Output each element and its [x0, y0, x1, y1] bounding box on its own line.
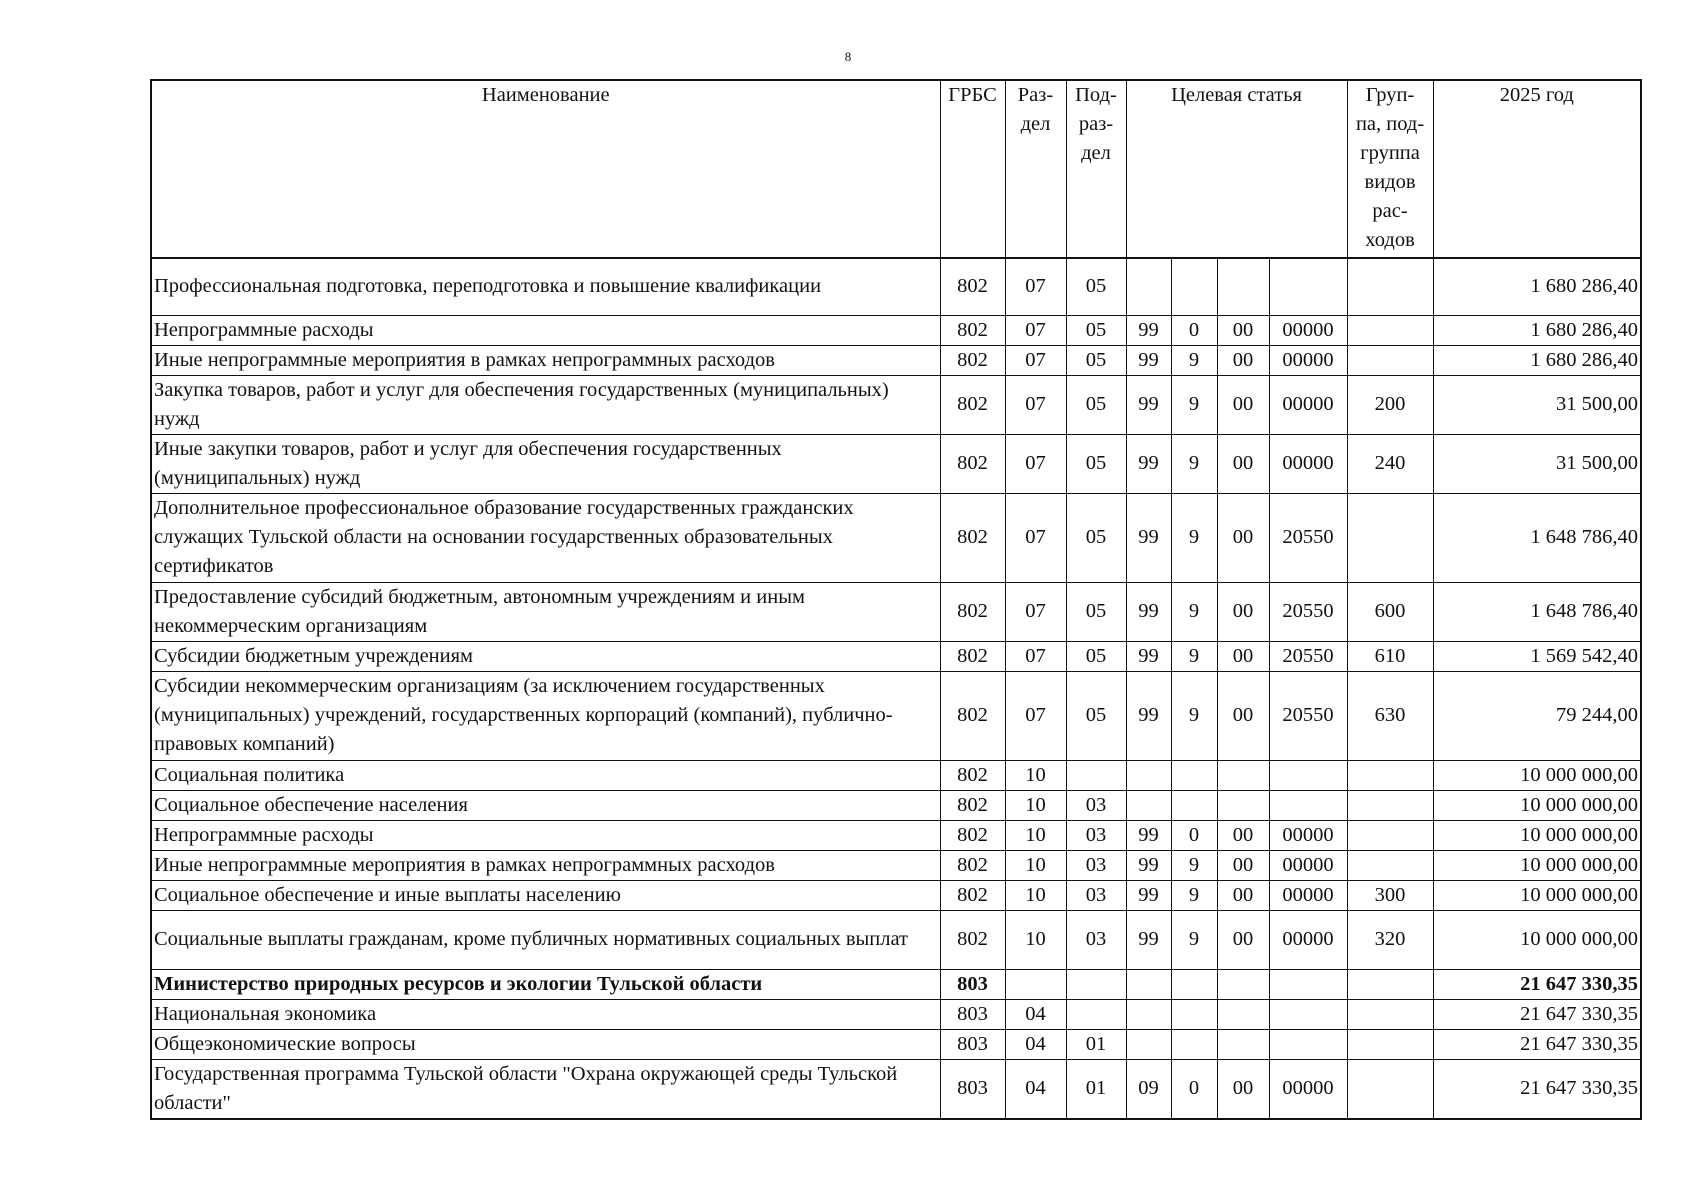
row-expense-group — [1347, 493, 1433, 582]
row-target-program — [1126, 969, 1171, 999]
row-podrazdel: 05 — [1066, 345, 1126, 375]
header-podrazdel: Под- раз- дел — [1066, 80, 1126, 258]
row-target-program: 99 — [1126, 375, 1171, 434]
row-name: Государственная программа Тульской области "Охрана окружающей среды Тульской области" — [151, 1059, 940, 1119]
row-name: Социальные выплаты гражданам, кроме публичных нормативных социальных выплат — [151, 910, 940, 969]
table-row — [151, 375, 1641, 434]
table-row — [151, 671, 1641, 760]
row-grbs: 802 — [940, 582, 1005, 641]
row-target-direction: 00000 — [1269, 910, 1347, 969]
row-amount: 21 647 330,35 — [1433, 1059, 1641, 1119]
row-target-main-event — [1217, 1029, 1269, 1059]
row-target-direction — [1269, 790, 1347, 820]
row-podrazdel: 05 — [1066, 641, 1126, 671]
row-podrazdel: 03 — [1066, 850, 1126, 880]
row-target-direction: 00000 — [1269, 434, 1347, 493]
row-expense-group — [1347, 1029, 1433, 1059]
row-target-subprogram: 9 — [1171, 582, 1217, 641]
row-grbs: 803 — [940, 1059, 1005, 1119]
row-expense-group — [1347, 315, 1433, 345]
row-grbs: 802 — [940, 375, 1005, 434]
row-expense-group — [1347, 790, 1433, 820]
header-grbs: ГРБС — [940, 80, 1005, 258]
row-name: Непрограммные расходы — [151, 315, 940, 345]
row-target-direction: 00000 — [1269, 315, 1347, 345]
row-podrazdel: 05 — [1066, 493, 1126, 582]
row-target-main-event: 00 — [1217, 850, 1269, 880]
row-target-subprogram: 9 — [1171, 641, 1217, 671]
row-podrazdel — [1066, 969, 1126, 999]
row-target-subprogram: 9 — [1171, 434, 1217, 493]
row-expense-group: 300 — [1347, 880, 1433, 910]
row-target-subprogram — [1171, 1029, 1217, 1059]
row-target-subprogram — [1171, 999, 1217, 1029]
row-target-subprogram: 0 — [1171, 315, 1217, 345]
row-grbs: 802 — [940, 790, 1005, 820]
row-expense-group: 600 — [1347, 582, 1433, 641]
row-target-program: 99 — [1126, 493, 1171, 582]
row-podrazdel: 01 — [1066, 1029, 1126, 1059]
row-grbs: 803 — [940, 1029, 1005, 1059]
row-target-main-event: 00 — [1217, 641, 1269, 671]
row-target-direction — [1269, 999, 1347, 1029]
row-target-main-event: 00 — [1217, 582, 1269, 641]
table-row — [151, 910, 1641, 969]
row-target-direction: 00000 — [1269, 1059, 1347, 1119]
table-row — [151, 880, 1641, 910]
row-razdel: 07 — [1005, 493, 1066, 582]
row-podrazdel: 05 — [1066, 258, 1126, 315]
row-target-main-event: 00 — [1217, 1059, 1269, 1119]
row-name: Иные непрограммные мероприятия в рамках непрограммных расходов — [151, 345, 940, 375]
row-target-main-event — [1217, 760, 1269, 790]
row-target-program — [1126, 258, 1171, 315]
row-grbs: 802 — [940, 493, 1005, 582]
row-expense-group — [1347, 820, 1433, 850]
row-grbs: 803 — [940, 969, 1005, 999]
row-razdel: 10 — [1005, 760, 1066, 790]
row-target-direction: 00000 — [1269, 345, 1347, 375]
row-podrazdel: 05 — [1066, 434, 1126, 493]
row-target-direction: 20550 — [1269, 493, 1347, 582]
row-razdel: 07 — [1005, 375, 1066, 434]
row-grbs: 802 — [940, 258, 1005, 315]
row-target-program — [1126, 760, 1171, 790]
row-target-main-event: 00 — [1217, 880, 1269, 910]
row-amount: 31 500,00 — [1433, 434, 1641, 493]
row-expense-group — [1347, 760, 1433, 790]
row-target-main-event: 00 — [1217, 671, 1269, 760]
row-amount: 1 648 786,40 — [1433, 582, 1641, 641]
row-target-subprogram: 9 — [1171, 375, 1217, 434]
row-expense-group — [1347, 345, 1433, 375]
row-amount: 21 647 330,35 — [1433, 999, 1641, 1029]
row-name: Профессиональная подготовка, переподготовка и повышение квалификации — [151, 258, 940, 315]
row-razdel: 07 — [1005, 582, 1066, 641]
row-target-main-event — [1217, 258, 1269, 315]
row-razdel: 07 — [1005, 434, 1066, 493]
row-expense-group: 630 — [1347, 671, 1433, 760]
row-target-main-event — [1217, 969, 1269, 999]
row-target-main-event: 00 — [1217, 493, 1269, 582]
row-target-subprogram — [1171, 760, 1217, 790]
row-target-program — [1126, 999, 1171, 1029]
row-podrazdel: 03 — [1066, 910, 1126, 969]
row-razdel — [1005, 969, 1066, 999]
row-podrazdel: 05 — [1066, 315, 1126, 345]
row-podrazdel: 03 — [1066, 790, 1126, 820]
row-target-main-event: 00 — [1217, 434, 1269, 493]
row-name: Субсидии некоммерческим организациям (за исключением государственных (муниципальных) учреждений, государственных корпораций (компаний), публично-правовых компаний) — [151, 671, 940, 760]
row-grbs: 802 — [940, 345, 1005, 375]
table-row — [151, 641, 1641, 671]
row-target-direction: 00000 — [1269, 850, 1347, 880]
row-target-program — [1126, 790, 1171, 820]
row-target-direction: 20550 — [1269, 641, 1347, 671]
row-grbs: 802 — [940, 641, 1005, 671]
row-razdel: 04 — [1005, 1059, 1066, 1119]
row-target-subprogram: 9 — [1171, 345, 1217, 375]
row-amount: 10 000 000,00 — [1433, 820, 1641, 850]
row-razdel: 07 — [1005, 345, 1066, 375]
row-target-program: 99 — [1126, 641, 1171, 671]
row-target-direction: 20550 — [1269, 582, 1347, 641]
table-body — [151, 258, 1641, 1119]
row-target-program: 09 — [1126, 1059, 1171, 1119]
row-target-main-event — [1217, 999, 1269, 1029]
row-name: Общеэкономические вопросы — [151, 1029, 940, 1059]
row-expense-group — [1347, 850, 1433, 880]
row-name: Министерство природных ресурсов и экологии Тульской области — [151, 969, 940, 999]
row-grbs: 802 — [940, 910, 1005, 969]
page-number: 8 — [844, 49, 852, 64]
row-target-direction — [1269, 969, 1347, 999]
row-amount: 10 000 000,00 — [1433, 790, 1641, 820]
row-amount: 1 680 286,40 — [1433, 315, 1641, 345]
row-target-program: 99 — [1126, 434, 1171, 493]
header-name: Наименование — [151, 80, 940, 258]
row-target-direction — [1269, 258, 1347, 315]
row-podrazdel — [1066, 999, 1126, 1029]
row-target-direction — [1269, 760, 1347, 790]
row-grbs: 802 — [940, 820, 1005, 850]
header-group: Груп- па, под- группа видов рас- ходов — [1347, 80, 1433, 258]
row-target-subprogram: 9 — [1171, 671, 1217, 760]
header-year: 2025 год — [1433, 80, 1641, 258]
table-row — [151, 820, 1641, 850]
row-razdel: 10 — [1005, 880, 1066, 910]
row-target-main-event: 00 — [1217, 910, 1269, 969]
row-razdel: 10 — [1005, 910, 1066, 969]
row-name: Иные непрограммные мероприятия в рамках непрограммных расходов — [151, 850, 940, 880]
row-amount: 1 569 542,40 — [1433, 641, 1641, 671]
row-amount: 10 000 000,00 — [1433, 910, 1641, 969]
row-razdel: 04 — [1005, 1029, 1066, 1059]
row-target-direction: 00000 — [1269, 880, 1347, 910]
row-amount: 10 000 000,00 — [1433, 850, 1641, 880]
table-row — [151, 493, 1641, 582]
row-amount: 1 680 286,40 — [1433, 345, 1641, 375]
row-name: Иные закупки товаров, работ и услуг для обеспечения государственных (муниципальных) нужд — [151, 434, 940, 493]
table-row — [151, 434, 1641, 493]
row-podrazdel: 03 — [1066, 820, 1126, 850]
table-row — [151, 582, 1641, 641]
row-target-subprogram: 9 — [1171, 910, 1217, 969]
row-target-subprogram: 9 — [1171, 880, 1217, 910]
row-grbs: 802 — [940, 850, 1005, 880]
row-grbs: 803 — [940, 999, 1005, 1029]
row-name: Предоставление субсидий бюджетным, автономным учреждениям и иным некоммерческим организациям — [151, 582, 940, 641]
row-target-program: 99 — [1126, 820, 1171, 850]
row-razdel: 10 — [1005, 850, 1066, 880]
row-amount: 10 000 000,00 — [1433, 880, 1641, 910]
table-row — [151, 850, 1641, 880]
row-amount: 10 000 000,00 — [1433, 760, 1641, 790]
row-amount: 1 648 786,40 — [1433, 493, 1641, 582]
row-name: Социальное обеспечение населения — [151, 790, 940, 820]
row-target-subprogram: 9 — [1171, 850, 1217, 880]
row-name: Социальная политика — [151, 760, 940, 790]
table-row — [151, 969, 1641, 999]
row-target-program: 99 — [1126, 850, 1171, 880]
row-expense-group — [1347, 969, 1433, 999]
row-expense-group — [1347, 258, 1433, 315]
table-row — [151, 258, 1641, 315]
row-expense-group — [1347, 999, 1433, 1029]
row-expense-group — [1347, 1059, 1433, 1119]
row-name: Непрограммные расходы — [151, 820, 940, 850]
row-razdel: 07 — [1005, 671, 1066, 760]
row-target-direction: 00000 — [1269, 375, 1347, 434]
row-podrazdel: 05 — [1066, 671, 1126, 760]
row-expense-group: 200 — [1347, 375, 1433, 434]
row-target-subprogram — [1171, 969, 1217, 999]
row-target-subprogram: 0 — [1171, 1059, 1217, 1119]
row-target-subprogram — [1171, 790, 1217, 820]
row-target-program: 99 — [1126, 582, 1171, 641]
budget-table — [150, 79, 1642, 1120]
row-podrazdel: 05 — [1066, 375, 1126, 434]
row-amount: 21 647 330,35 — [1433, 969, 1641, 999]
row-razdel: 10 — [1005, 790, 1066, 820]
row-amount: 21 647 330,35 — [1433, 1029, 1641, 1059]
row-target-program: 99 — [1126, 880, 1171, 910]
row-expense-group: 320 — [1347, 910, 1433, 969]
row-target-main-event: 00 — [1217, 375, 1269, 434]
row-target-subprogram: 0 — [1171, 820, 1217, 850]
row-amount: 79 244,00 — [1433, 671, 1641, 760]
table-row — [151, 315, 1641, 345]
row-amount: 31 500,00 — [1433, 375, 1641, 434]
row-target-program: 99 — [1126, 315, 1171, 345]
row-expense-group: 610 — [1347, 641, 1433, 671]
row-grbs: 802 — [940, 434, 1005, 493]
row-podrazdel: 03 — [1066, 880, 1126, 910]
row-target-program: 99 — [1126, 671, 1171, 760]
row-target-main-event — [1217, 790, 1269, 820]
row-target-program: 99 — [1126, 345, 1171, 375]
row-grbs: 802 — [940, 315, 1005, 345]
row-target-program — [1126, 1029, 1171, 1059]
row-grbs: 802 — [940, 880, 1005, 910]
row-grbs: 802 — [940, 671, 1005, 760]
row-name: Закупка товаров, работ и услуг для обеспечения государственных (муниципальных) нужд — [151, 375, 940, 434]
row-target-main-event: 00 — [1217, 345, 1269, 375]
row-name: Дополнительное профессиональное образование государственных гражданских служащих Тульской области на основании государственных образовательных сертификатов — [151, 493, 940, 582]
row-target-direction: 00000 — [1269, 820, 1347, 850]
row-target-subprogram — [1171, 258, 1217, 315]
row-razdel: 10 — [1005, 820, 1066, 850]
row-razdel: 07 — [1005, 258, 1066, 315]
row-name: Субсидии бюджетным учреждениям — [151, 641, 940, 671]
row-name: Национальная экономика — [151, 999, 940, 1029]
header-row — [151, 80, 1641, 258]
row-podrazdel: 01 — [1066, 1059, 1126, 1119]
row-grbs: 802 — [940, 760, 1005, 790]
row-podrazdel — [1066, 760, 1126, 790]
table-row — [151, 999, 1641, 1029]
row-target-direction — [1269, 1029, 1347, 1059]
row-expense-group: 240 — [1347, 434, 1433, 493]
header-razdel: Раз- дел — [1005, 80, 1066, 258]
row-target-program: 99 — [1126, 910, 1171, 969]
table-row — [151, 1029, 1641, 1059]
row-target-direction: 20550 — [1269, 671, 1347, 760]
table-row — [151, 760, 1641, 790]
row-target-main-event: 00 — [1217, 315, 1269, 345]
row-amount: 1 680 286,40 — [1433, 258, 1641, 315]
table-row — [151, 790, 1641, 820]
row-target-main-event: 00 — [1217, 820, 1269, 850]
row-razdel: 07 — [1005, 315, 1066, 345]
table-row — [151, 1059, 1641, 1119]
header-target: Целевая статья — [1126, 80, 1347, 258]
row-name: Социальное обеспечение и иные выплаты населению — [151, 880, 940, 910]
row-razdel: 07 — [1005, 641, 1066, 671]
row-podrazdel: 05 — [1066, 582, 1126, 641]
row-razdel: 04 — [1005, 999, 1066, 1029]
row-target-subprogram: 9 — [1171, 493, 1217, 582]
table-row — [151, 345, 1641, 375]
